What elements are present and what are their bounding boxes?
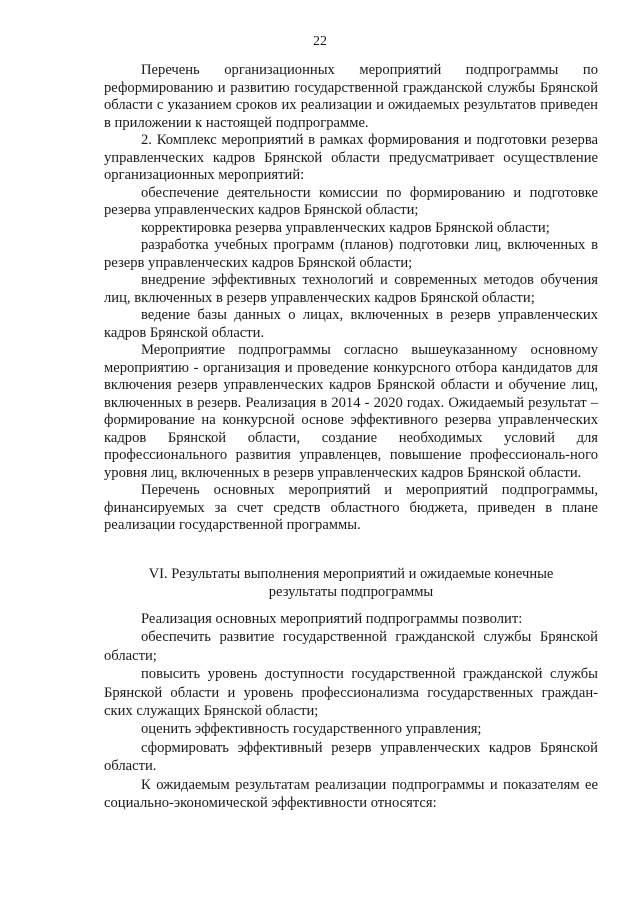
paragraph: Мероприятие подпрограммы согласно вышеуказанному основному мероприятию - организация и проведение конкурсного отбора кандидатов для включения резерв управленческих кадров Брянской области и обучение лиц, включенных в резерв. Реализация в 2014 - 2020 годах. Ожидаемый результат – формирование на конкурсной основе эффективного резерва управленческих кадров Брянской области, создание необходимых условий для профессионального развития управленцев, повышение профессиональ-ного уровня лиц, включенных в резерв управленческих кадров Брянской области.	[104, 342, 598, 481]
list-item: ведение базы данных о лицах, включенных в резерв управленческих кадров Брянской области.	[104, 307, 598, 341]
paragraph: Перечень организационных мероприятий подпрограммы по реформированию и развитию государственной гражданской службы Брянской области с указанием сроков их реализации и ожидаемых результатов приведен в приложении к настоящей подпрограмме.	[104, 62, 598, 131]
list-item: разработка учебных программ (планов) подготовки лиц, включенных в резерв управленческих кадров Брянской области;	[104, 237, 598, 271]
paragraph: 2. Комплекс мероприятий в рамках формирования и подготовки резерва управленческих кадров Брянской области предусматривает осуществление организационных мероприятий:	[104, 132, 598, 183]
paragraph: К ожидаемым результатам реализации подпрограммы и показателям ее социально-экономической эффективности относятся:	[104, 776, 598, 812]
list-item: обеспечить развитие государственной гражданской службы Брянской области;	[104, 629, 598, 664]
paragraph: Реализация основных мероприятий подпрограммы позволит:	[141, 611, 523, 627]
page-number: 22	[313, 34, 327, 49]
section-heading	[104, 565, 598, 601]
list-item: внедрение эффективных технологий и современных методов обучения лиц, включенных в резерв управленческих кадров Брянской области;	[104, 272, 598, 306]
list-item: сформировать эффективный резерв управленческих кадров Брянской области.	[104, 739, 598, 775]
paragraph: Перечень основных мероприятий и мероприятий подпрограммы, финансируемых за счет средств областного бюджета, приведен в плане реализации государственной программы.	[104, 482, 598, 533]
list-item: обеспечение деятельности комиссии по формированию и подготовке резерва управленческих кадров Брянской области;	[104, 184, 598, 218]
section-heading-line-2: результаты подпрограммы	[268, 584, 434, 600]
section-heading-line-1: VI. Результаты выполнения мероприятий и ожидаемые конечные	[148, 566, 554, 582]
section-1-body	[104, 62, 598, 535]
list-item: повысить уровень доступности государственной гражданской службы Брянской области и уровень профессионализма государственных граждан-ских служащих Брянской области;	[104, 666, 598, 720]
list-item: корректировка резерва управленческих кадров Брянской области;	[141, 219, 550, 236]
section-2-body	[104, 610, 598, 812]
list-item: оценить эффективность государственного управления;	[141, 721, 482, 738]
